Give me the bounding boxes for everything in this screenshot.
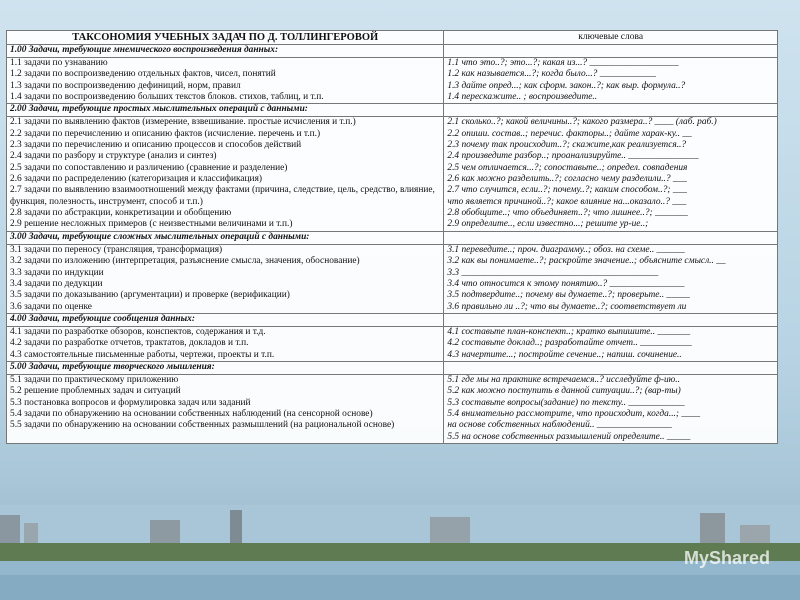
keyword-item: 5.5 на основе собственных размышлений определите.. _____ — [447, 431, 691, 442]
section-heading: 2.00 Задачи, требующие простых мыслительных операций с данными: — [7, 104, 444, 117]
keyword-item: 2.3 почему так происходит..?; скажите,как реализуется..? — [447, 140, 687, 151]
keyword-item: 2.8 обобщите..; что объединяет..?; что лишнее..?; _______ — [447, 208, 688, 219]
task-item: 1.1 задачи по узнаванию — [10, 58, 108, 68]
keyword-item: 4.1 составьте план-конспект..; кратко выпишите.. _______ — [447, 326, 691, 337]
task-item: 2.5 задачи по сопоставлению и различению (сравнение и разделение) — [10, 162, 288, 173]
task-item: 5.2 решение проблемных задач и ситуаций — [10, 386, 181, 397]
section-heading-row — [7, 231, 778, 244]
task-item: 4.1 задачи по разработке обзоров, конспектов, содержания и т.д. — [10, 326, 266, 337]
task-list — [7, 326, 444, 361]
keyword-item: 2.6 как можно разделить..?; согласно чему разделили..? ___ — [447, 174, 687, 185]
task-item: 1.3 задачи по воспроизведению дефиниций, норм, правил — [10, 80, 241, 91]
task-item: 4.2 задачи по разработке отчетов, трактатов, докладов и т.п. — [10, 338, 249, 349]
task-item: 2.2 задачи по перечислению и описанию фактов (исчисление. перечень и т.п.) — [10, 128, 321, 139]
keyword-item: 4.3 начертите...; постройте сечение..; напиш. сочинение.. — [447, 349, 682, 360]
task-item: 2.8 задачи по абстракции, конкретизации и обобщению — [10, 208, 232, 219]
keyword-item: 5.1 где мы на практике встречаемся..? исследуйте ф-ию.. — [447, 374, 680, 385]
keyword-item: 3.3 __________________________________________ — [447, 267, 659, 278]
keyword-list — [444, 117, 778, 231]
section-heading: 4.00 Задачи, требующие сообщения данных: — [7, 313, 444, 326]
table-header-row — [7, 31, 778, 45]
section-row — [7, 244, 778, 313]
keyword-item: 2.7 что случится, если..?; почему..?; каким способом..?; ___ — [447, 185, 687, 196]
section-heading-row — [7, 104, 778, 117]
section-heading: 1.00 Задачи, требующие мнемического воспроизведения данных: — [7, 45, 444, 58]
keyword-item: 2.2 опиши. состав..; перечис. факторы..; дайте харак-ку.. __ — [447, 128, 692, 139]
task-item: 2.6 задачи по распределению (категоризация и классификация) — [10, 174, 263, 185]
task-item: 3.6 задачи по оценке — [10, 301, 92, 312]
task-item: 2.7 задачи по выявлению взаимоотношений между фактами (причина, следствие, цель, средство, влияние, функция, полезность, инструмент, способ и т.п.) — [10, 185, 435, 207]
keyword-item: 3.5 подтвердите..; почему вы думаете..?; проверьте.. _____ — [447, 290, 690, 301]
keyword-item: 2.4 произведите разбор..; проанализируйте.. _______________ — [447, 151, 699, 162]
task-item: 1.2 задачи по воспроизведению отдельных фактов, чисел, понятий — [10, 69, 276, 80]
keyword-item: 3.6 правильно ли ..?; что вы думаете..?; соответствует ли — [447, 301, 687, 312]
keyword-item: 4.2 составьте доклад..; разработайте отчет.. ___________ — [447, 338, 692, 349]
keyword-item: 1.1 что это..?; это...?; какая из...? ___________________ — [447, 58, 679, 68]
task-item: 2.9 решение несложных примеров (с неизвестными величинами и т.п.) — [10, 219, 293, 230]
keyword-item: 5.2 как можно поступить в данной ситуации..?; (вар-ты) — [447, 386, 681, 397]
keyword-item: 1.2 как называется...?; когда было...? ____________ — [447, 69, 656, 80]
keyword-item: 1.3 дайте опред...; как сформ. закон..?; как выр. формула..? — [447, 80, 686, 91]
section-row — [7, 326, 778, 361]
section-row — [7, 374, 778, 443]
task-list — [7, 117, 444, 231]
keyword-item: 2.9 определите.., если известно...; решите ур-ие..; — [447, 219, 649, 230]
section-heading: 5.00 Задачи, требующие творческого мышления: — [7, 361, 444, 374]
task-item: 1.4 задачи по воспроизведению больших текстов блоков. стихов, таблиц, и т.п. — [10, 92, 324, 103]
keyword-list — [444, 244, 778, 313]
table-title: ТАКСОНОМИЯ УЧЕБНЫХ ЗАДАЧ ПО Д. ТОЛЛИНГЕРОВОЙ — [7, 31, 444, 45]
keyword-item: 2.1 сколько..?; какой величины..?; какого размера..? ____ (лаб. раб.) — [447, 117, 717, 128]
task-item: 2.1 задачи по выявлению фактов (измерение, взвешивание. простые исчисления и т.п.) — [10, 117, 356, 128]
keyword-item: что является причиной..?; какое влияние на...оказало..? ___ — [447, 196, 687, 207]
task-item: 3.1 задачи по переносу (трансляция, трансформация) — [10, 244, 223, 255]
keyword-item: 3.1 переведите..; проч. диаграмму..; обоз. на схеме.. ______ — [447, 244, 685, 255]
keyword-list — [444, 58, 778, 104]
task-item: 4.3 самостоятельные письменные работы, чертежи, проекты и т.п. — [10, 349, 275, 360]
task-item: 5.1 задачи по практическому приложению — [10, 374, 179, 385]
taxonomy-table — [6, 30, 778, 444]
section-row — [7, 117, 778, 231]
keyword-item: 2.5 чем отличается...?; сопоставьте..; определ. совпадения — [447, 162, 688, 173]
task-item: 3.5 задачи по доказыванию (аргументации) и проверке (верификации) — [10, 290, 290, 301]
task-list — [7, 58, 444, 104]
task-item: 3.4 задачи по дедукции — [10, 278, 103, 289]
watermark: MyShared — [683, 548, 770, 568]
keywords-header: ключевые слова — [444, 31, 778, 45]
section-heading-row — [7, 361, 778, 374]
keyword-item: 5.3 составьте вопросы(задание) по тексту.. ____________ — [447, 397, 685, 408]
task-item: 3.2 задачи по изложению (интерпретация, разъяснение смысла, значения, обоснование) — [10, 256, 360, 267]
keyword-item: 3.2 как вы понимаете..?; раскройте значение..; объясните смысл.. __ — [447, 256, 726, 267]
section-row — [7, 58, 778, 104]
task-item: 2.4 задачи по разбору и структуре (анализ и синтез) — [10, 151, 217, 162]
section-heading-row — [7, 313, 778, 326]
section-heading-row — [7, 45, 778, 58]
keyword-item: на основе собственных наблюдений.. ________________ — [447, 420, 672, 431]
task-list — [7, 244, 444, 313]
keyword-list — [444, 326, 778, 361]
keyword-item: 5.4 внимательно рассмотрите, что происходит, когда...; ____ — [447, 408, 701, 419]
task-item: 5.3 постановка вопросов и формулировка задач или заданий — [10, 397, 251, 408]
task-item: 2.3 задачи по перечислению и описанию процессов и способов действий — [10, 140, 302, 151]
section-heading: 3.00 Задачи, требующие сложных мыслительных операций с данными: — [7, 231, 444, 244]
task-item: 5.4 задачи по обнаружению на основании собственных наблюдений (на сенсорной основе) — [10, 408, 373, 419]
keyword-list — [444, 374, 778, 443]
keyword-item: 3.4 что относится к этому понятию..? ________________ — [447, 278, 685, 289]
task-list — [7, 374, 444, 443]
task-item: 3.3 задачи по индукции — [10, 267, 104, 278]
city-background — [0, 505, 800, 600]
keyword-item: 1.4 перескажите.. ; воспроизведите.. — [447, 92, 598, 103]
task-item: 5.5 задачи по обнаружению на основании собственных размышлений (на рациональной основе) — [10, 420, 395, 431]
